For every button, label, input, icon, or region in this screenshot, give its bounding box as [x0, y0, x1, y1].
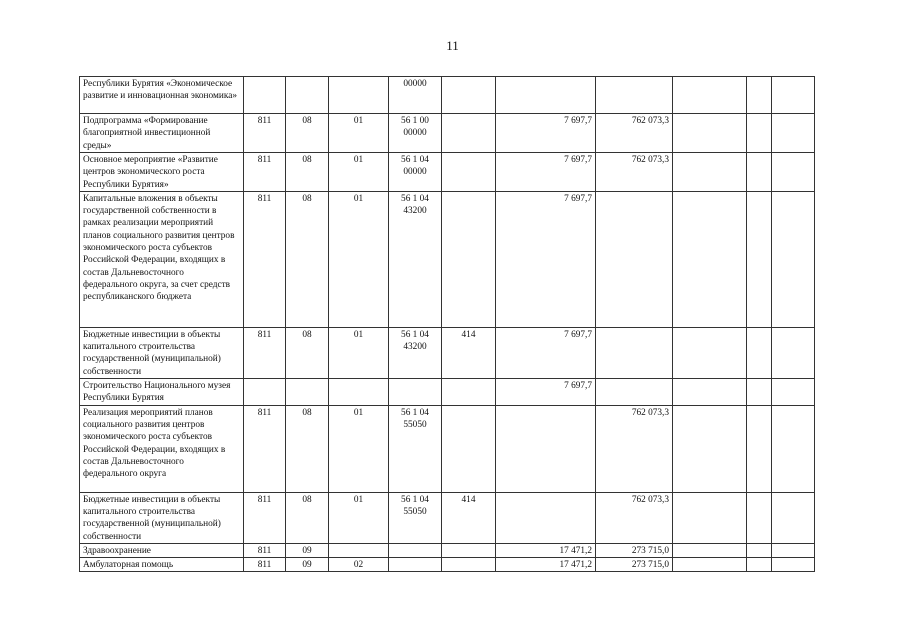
subsection-code: 01 — [329, 492, 389, 543]
empty-cell — [772, 114, 815, 153]
section-code: 09 — [286, 558, 329, 572]
amount-1: 7 697,7 — [496, 114, 596, 153]
subsection-code: 01 — [329, 405, 389, 492]
target-article-code — [389, 379, 442, 406]
target-article-code: 56 1 04 55050 — [389, 405, 442, 492]
amount-2 — [596, 77, 673, 114]
empty-cell — [747, 191, 772, 327]
amount-2: 273 715,0 — [596, 543, 673, 557]
table-row — [80, 543, 815, 557]
section-code: 08 — [286, 405, 329, 492]
amount-1: 17 471,2 — [496, 558, 596, 572]
target-article-code: 56 1 04 55050 — [389, 492, 442, 543]
grbs-code: 811 — [244, 492, 286, 543]
target-article-code: 56 1 04 00000 — [389, 153, 442, 192]
grbs-code — [244, 379, 286, 406]
empty-cell — [673, 379, 747, 406]
empty-cell — [772, 543, 815, 557]
empty-cell — [772, 327, 815, 378]
section-code — [286, 77, 329, 114]
target-article-code: 56 1 00 00000 — [389, 114, 442, 153]
grbs-code: 811 — [244, 543, 286, 557]
amount-1: 7 697,7 — [496, 191, 596, 327]
section-code: 08 — [286, 114, 329, 153]
empty-cell — [747, 327, 772, 378]
grbs-code — [244, 77, 286, 114]
amount-2: 762 073,3 — [596, 153, 673, 192]
empty-cell — [673, 558, 747, 572]
empty-cell — [747, 405, 772, 492]
target-article-code: 56 1 04 43200 — [389, 191, 442, 327]
item-name: Амбулаторная помощь — [80, 558, 244, 572]
item-name: Республики Бурятия «Экономическое развитие и инновационная экономика» — [80, 77, 244, 114]
subsection-code: 01 — [329, 114, 389, 153]
empty-cell — [673, 153, 747, 192]
empty-cell — [772, 379, 815, 406]
empty-cell — [673, 492, 747, 543]
empty-cell — [673, 191, 747, 327]
amount-1 — [496, 405, 596, 492]
table-row — [80, 77, 815, 114]
grbs-code: 811 — [244, 327, 286, 378]
empty-cell — [747, 543, 772, 557]
empty-cell — [772, 77, 815, 114]
empty-cell — [673, 114, 747, 153]
expense-type-code: 414 — [442, 492, 496, 543]
amount-1: 7 697,7 — [496, 153, 596, 192]
grbs-code: 811 — [244, 405, 286, 492]
amount-1: 17 471,2 — [496, 543, 596, 557]
page-number: 11 — [446, 38, 459, 53]
amount-1: 7 697,7 — [496, 327, 596, 378]
subsection-code — [329, 77, 389, 114]
empty-cell — [772, 153, 815, 192]
item-name: Подпрограмма «Формирование благоприятной инвестиционной среды» — [80, 114, 244, 153]
grbs-code: 811 — [244, 153, 286, 192]
section-code — [286, 379, 329, 406]
empty-cell — [673, 405, 747, 492]
table-row — [80, 153, 815, 192]
table-row — [80, 492, 815, 543]
amount-2 — [596, 327, 673, 378]
subsection-code — [329, 379, 389, 406]
subsection-code: 01 — [329, 327, 389, 378]
target-article-code — [389, 558, 442, 572]
table-row — [80, 405, 815, 492]
empty-cell — [772, 492, 815, 543]
subsection-code: 01 — [329, 153, 389, 192]
grbs-code: 811 — [244, 558, 286, 572]
empty-cell — [772, 191, 815, 327]
table-row — [80, 558, 815, 572]
item-name: Строительство Национального музея Республики Бурятия — [80, 379, 244, 406]
item-name: Бюджетные инвестиции в объекты капитального строительства государственной (муниципальной) собственности — [80, 492, 244, 543]
expense-type-code — [442, 191, 496, 327]
empty-cell — [673, 327, 747, 378]
empty-cell — [772, 558, 815, 572]
empty-cell — [747, 492, 772, 543]
empty-cell — [747, 379, 772, 406]
section-code: 09 — [286, 543, 329, 557]
amount-2 — [596, 191, 673, 327]
item-name: Основное мероприятие «Развитие центров экономического роста Республики Бурятия» — [80, 153, 244, 192]
table-row — [80, 114, 815, 153]
expense-type-code — [442, 153, 496, 192]
empty-cell — [673, 543, 747, 557]
amount-2: 273 715,0 — [596, 558, 673, 572]
target-article-code — [389, 543, 442, 557]
item-name: Капитальные вложения в объекты государственной собственности в рамках реализации мероприятий планов социального развития центров экономического роста субъектов Российской Федерации, входящих в состав Дальневосточного федерального округа, за счет средств республиканского бюджета — [80, 191, 244, 327]
section-code: 08 — [286, 327, 329, 378]
item-name: Здравоохранение — [80, 543, 244, 557]
expense-type-code — [442, 77, 496, 114]
expense-type-code — [442, 558, 496, 572]
grbs-code: 811 — [244, 191, 286, 327]
subsection-code: 01 — [329, 191, 389, 327]
expense-type-code: 414 — [442, 327, 496, 378]
item-name: Бюджетные инвестиции в объекты капитального строительства государственной (муниципальной) собственности — [80, 327, 244, 378]
amount-2: 762 073,3 — [596, 114, 673, 153]
expense-type-code — [442, 543, 496, 557]
empty-cell — [772, 405, 815, 492]
target-article-code: 00000 — [389, 77, 442, 114]
item-name: Реализация мероприятий планов социального развития центров экономического роста субъектов Российской Федерации, входящих в состав Дальневосточного федерального округа — [80, 405, 244, 492]
budget-table — [79, 76, 815, 572]
subsection-code: 02 — [329, 558, 389, 572]
amount-1 — [496, 492, 596, 543]
expense-type-code — [442, 405, 496, 492]
empty-cell — [673, 77, 747, 114]
empty-cell — [747, 114, 772, 153]
table-row — [80, 379, 815, 406]
amount-2: 762 073,3 — [596, 492, 673, 543]
section-code: 08 — [286, 492, 329, 543]
empty-cell — [747, 153, 772, 192]
amount-1 — [496, 77, 596, 114]
section-code: 08 — [286, 153, 329, 192]
target-article-code: 56 1 04 43200 — [389, 327, 442, 378]
amount-2: 762 073,3 — [596, 405, 673, 492]
empty-cell — [747, 558, 772, 572]
amount-1: 7 697,7 — [496, 379, 596, 406]
grbs-code: 811 — [244, 114, 286, 153]
table-row — [80, 191, 815, 327]
subsection-code — [329, 543, 389, 557]
expense-type-code — [442, 379, 496, 406]
expense-type-code — [442, 114, 496, 153]
amount-2 — [596, 379, 673, 406]
empty-cell — [747, 77, 772, 114]
table-row — [80, 327, 815, 378]
section-code: 08 — [286, 191, 329, 327]
